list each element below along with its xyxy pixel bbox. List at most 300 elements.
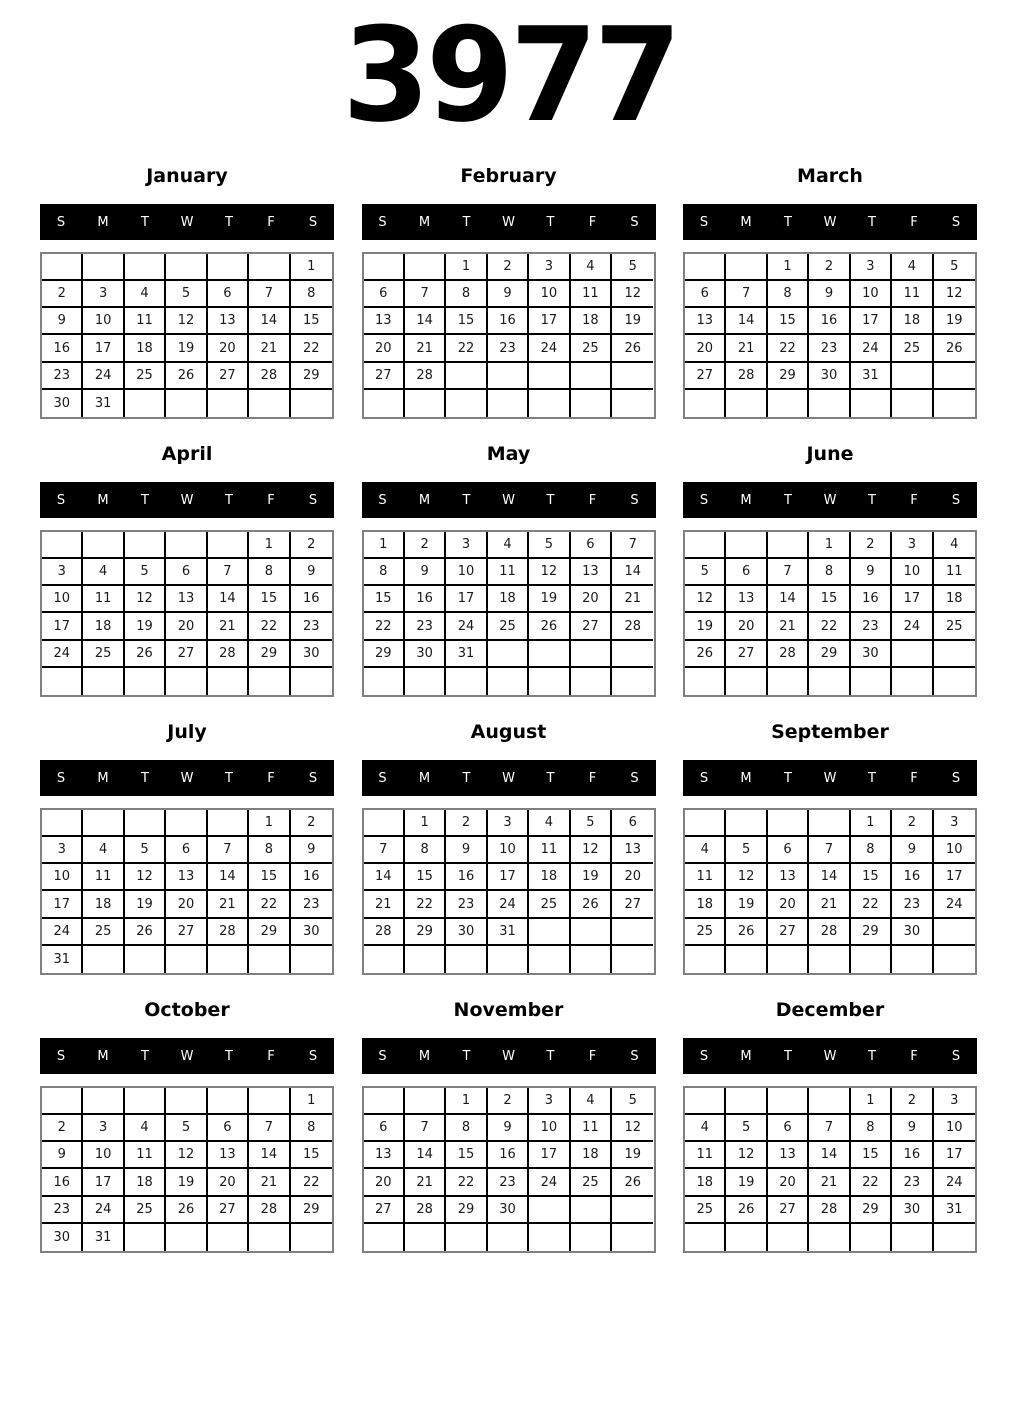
day-cell: 2 [291, 532, 332, 559]
day-cell: 17 [529, 1142, 570, 1169]
day-cell: 15 [249, 864, 290, 891]
day-cell: 8 [768, 281, 809, 308]
day-cell: 12 [166, 308, 207, 335]
day-cell-empty [249, 390, 290, 417]
weekday-label: T [462, 1048, 471, 1064]
day-cell: 24 [529, 335, 570, 362]
day-cell-empty [125, 946, 166, 973]
day-cell: 13 [768, 1142, 809, 1169]
day-cell-empty [529, 390, 570, 417]
day-cell: 21 [249, 335, 290, 362]
day-cell: 16 [488, 1142, 529, 1169]
weekday-label: F [267, 492, 275, 508]
day-cell: 29 [249, 919, 290, 946]
day-cell: 9 [488, 281, 529, 308]
month-block [362, 721, 656, 975]
weekday-label: M [418, 214, 431, 230]
weekday-header-bar [362, 482, 656, 518]
day-cell: 8 [405, 837, 446, 864]
day-cell-empty [529, 363, 570, 390]
day-cell: 30 [42, 390, 83, 417]
day-cell: 5 [571, 810, 612, 837]
day-cell-empty [612, 363, 653, 390]
day-cell: 6 [768, 1115, 809, 1142]
day-cell: 20 [364, 1169, 405, 1196]
day-cell: 5 [685, 559, 726, 586]
day-cell: 8 [291, 281, 332, 308]
day-cell: 4 [934, 532, 975, 559]
day-cell: 3 [83, 281, 124, 308]
weekday-label: F [910, 492, 918, 508]
day-cell: 7 [405, 1115, 446, 1142]
day-cell: 17 [934, 864, 975, 891]
day-cell: 7 [809, 1115, 850, 1142]
day-cell-empty [726, 1224, 767, 1251]
day-cell: 21 [809, 1169, 850, 1196]
day-cell-empty [726, 668, 767, 695]
day-cell-empty [685, 668, 726, 695]
weekday-header-bar [40, 760, 334, 796]
day-cell-empty [446, 1224, 487, 1251]
weekday-label: M [97, 1048, 109, 1064]
day-cell: 20 [166, 891, 207, 918]
day-cell-empty [42, 254, 83, 281]
day-cell: 29 [249, 641, 290, 668]
month-block [683, 999, 977, 1253]
day-cell: 18 [83, 613, 124, 640]
day-cell: 1 [851, 810, 892, 837]
day-cell: 24 [934, 891, 975, 918]
day-cell-empty [166, 532, 207, 559]
day-cell: 9 [291, 837, 332, 864]
day-cell: 28 [405, 1197, 446, 1224]
day-cell: 10 [892, 559, 933, 586]
weekday-label: T [462, 492, 471, 508]
day-cell: 19 [726, 1169, 767, 1196]
weekday-header-bar [40, 1038, 334, 1074]
day-cell: 28 [364, 919, 405, 946]
weekday-header-bar [683, 482, 977, 518]
weekday-label: S [630, 1048, 639, 1064]
day-cell-empty [529, 1197, 570, 1224]
day-cell-empty [83, 532, 124, 559]
day-cell: 19 [166, 1169, 207, 1196]
day-cell: 3 [488, 810, 529, 837]
day-cell-empty [612, 1197, 653, 1224]
day-cell-empty [612, 390, 653, 417]
day-cell: 30 [405, 641, 446, 668]
weekday-label: S [951, 770, 961, 786]
day-cell: 17 [83, 335, 124, 362]
day-cell-empty [166, 810, 207, 837]
day-cell-empty [291, 946, 332, 973]
day-cell: 4 [571, 1088, 612, 1115]
day-cell: 31 [934, 1197, 975, 1224]
day-cell: 2 [809, 254, 850, 281]
day-cell: 1 [249, 810, 290, 837]
day-cell: 22 [405, 891, 446, 918]
day-cell-empty [934, 919, 975, 946]
day-cell-empty [768, 1088, 809, 1115]
day-cell: 15 [446, 308, 487, 335]
day-cell-empty [529, 668, 570, 695]
day-cell-empty [166, 946, 207, 973]
month-block [362, 443, 656, 697]
day-cell: 15 [851, 1142, 892, 1169]
day-cell: 2 [892, 1088, 933, 1115]
weekday-label: S [951, 214, 961, 230]
weekday-label: W [823, 214, 837, 230]
day-cell: 26 [529, 613, 570, 640]
day-grid [362, 808, 656, 975]
day-cell: 26 [612, 335, 653, 362]
day-cell: 11 [934, 559, 975, 586]
day-cell: 10 [488, 837, 529, 864]
day-cell: 14 [405, 1142, 446, 1169]
day-cell: 26 [612, 1169, 653, 1196]
day-cell-empty [364, 1088, 405, 1115]
day-cell: 3 [83, 1115, 124, 1142]
month-block [40, 721, 334, 975]
weekday-label: S [308, 770, 318, 786]
weekday-label: S [378, 1048, 387, 1064]
day-cell: 19 [612, 1142, 653, 1169]
weekday-label: F [588, 214, 597, 230]
day-cell: 18 [125, 1169, 166, 1196]
day-cell: 6 [612, 810, 653, 837]
day-cell: 11 [488, 559, 529, 586]
day-cell: 14 [809, 864, 850, 891]
weekday-label: W [823, 770, 837, 786]
day-cell: 8 [446, 281, 487, 308]
day-cell: 14 [364, 864, 405, 891]
day-cell: 29 [291, 1197, 332, 1224]
day-cell: 8 [446, 1115, 487, 1142]
day-cell: 9 [446, 837, 487, 864]
day-cell: 18 [685, 1169, 726, 1196]
day-cell-empty [249, 668, 290, 695]
day-cell-empty [892, 946, 933, 973]
day-cell-empty [405, 390, 446, 417]
day-cell: 12 [125, 586, 166, 613]
day-cell: 12 [529, 559, 570, 586]
day-cell-empty [612, 641, 653, 668]
month-title: January [146, 165, 228, 187]
day-cell: 19 [612, 308, 653, 335]
day-cell: 15 [809, 586, 850, 613]
day-cell: 21 [249, 1169, 290, 1196]
day-cell: 18 [529, 864, 570, 891]
day-cell: 28 [809, 919, 850, 946]
day-cell: 12 [612, 1115, 653, 1142]
day-cell: 4 [125, 281, 166, 308]
day-cell: 14 [208, 864, 249, 891]
weekday-label: T [784, 214, 792, 230]
day-cell: 9 [851, 559, 892, 586]
day-cell: 28 [208, 919, 249, 946]
day-cell: 2 [291, 810, 332, 837]
day-cell: 13 [685, 308, 726, 335]
day-cell: 7 [405, 281, 446, 308]
weekday-label: T [141, 1048, 149, 1064]
day-cell-empty [612, 946, 653, 973]
day-cell: 29 [364, 641, 405, 668]
day-cell: 22 [249, 891, 290, 918]
day-cell: 10 [934, 837, 975, 864]
day-cell: 18 [125, 335, 166, 362]
day-cell: 23 [291, 891, 332, 918]
day-cell: 28 [726, 363, 767, 390]
day-cell: 4 [685, 1115, 726, 1142]
weekday-label: S [630, 492, 639, 508]
day-cell: 11 [571, 281, 612, 308]
day-cell: 22 [291, 1169, 332, 1196]
month-title: September [771, 721, 889, 743]
day-cell-empty [208, 810, 249, 837]
weekday-label: T [141, 770, 149, 786]
weekday-label: S [699, 1048, 709, 1064]
weekday-header-bar [40, 204, 334, 240]
day-cell-empty [488, 1224, 529, 1251]
day-cell: 29 [405, 919, 446, 946]
weekday-label: F [267, 1048, 275, 1064]
day-cell: 1 [291, 1088, 332, 1115]
day-cell: 18 [571, 308, 612, 335]
day-cell: 25 [125, 363, 166, 390]
day-cell: 2 [892, 810, 933, 837]
day-cell: 14 [768, 586, 809, 613]
day-cell: 15 [768, 308, 809, 335]
day-cell: 4 [685, 837, 726, 864]
day-cell-empty [768, 810, 809, 837]
day-cell: 27 [208, 1197, 249, 1224]
day-cell-empty [208, 1088, 249, 1115]
day-cell: 13 [768, 864, 809, 891]
weekday-label: M [97, 770, 109, 786]
day-cell: 27 [364, 363, 405, 390]
month-title: August [470, 721, 547, 743]
month-title: February [460, 165, 557, 187]
day-cell: 21 [405, 335, 446, 362]
day-cell: 17 [488, 864, 529, 891]
day-cell-empty [726, 810, 767, 837]
day-cell: 31 [851, 363, 892, 390]
day-cell: 9 [42, 308, 83, 335]
day-cell: 16 [892, 864, 933, 891]
year-title: 3977 [342, 0, 678, 151]
day-cell: 20 [612, 864, 653, 891]
day-cell-empty [809, 1088, 850, 1115]
weekday-label: S [308, 1048, 318, 1064]
day-cell: 17 [934, 1142, 975, 1169]
day-cell: 30 [809, 363, 850, 390]
day-cell: 19 [726, 891, 767, 918]
day-cell: 25 [685, 919, 726, 946]
day-cell-empty [42, 668, 83, 695]
day-cell: 17 [446, 586, 487, 613]
day-cell: 23 [446, 891, 487, 918]
day-cell-empty [208, 390, 249, 417]
day-cell: 16 [892, 1142, 933, 1169]
day-cell: 6 [364, 1115, 405, 1142]
day-cell-empty [768, 1224, 809, 1251]
day-cell: 6 [166, 837, 207, 864]
weekday-label: M [740, 1048, 752, 1064]
weekday-label: W [180, 770, 194, 786]
day-grid [40, 530, 334, 697]
weekday-label: T [868, 492, 876, 508]
weekday-header-bar [683, 1038, 977, 1074]
day-cell: 24 [529, 1169, 570, 1196]
day-cell: 13 [726, 586, 767, 613]
day-cell-empty [208, 668, 249, 695]
day-cell: 27 [612, 891, 653, 918]
day-cell-empty [488, 390, 529, 417]
day-cell: 6 [208, 281, 249, 308]
day-cell: 20 [208, 335, 249, 362]
day-cell: 24 [83, 363, 124, 390]
day-cell: 10 [83, 1142, 124, 1169]
day-cell: 20 [364, 335, 405, 362]
day-cell: 4 [488, 532, 529, 559]
day-cell: 12 [726, 1142, 767, 1169]
day-cell: 3 [42, 837, 83, 864]
day-cell: 12 [612, 281, 653, 308]
day-cell: 10 [83, 308, 124, 335]
weekday-label: T [868, 770, 876, 786]
weekday-label: F [588, 770, 597, 786]
weekday-label: F [267, 770, 275, 786]
weekday-label: W [502, 770, 515, 786]
day-cell: 23 [291, 613, 332, 640]
weekday-label: S [951, 1048, 961, 1064]
day-cell-empty [364, 946, 405, 973]
day-cell: 27 [166, 641, 207, 668]
month-title: June [806, 443, 854, 465]
weekday-label: W [823, 492, 837, 508]
day-cell: 10 [446, 559, 487, 586]
day-cell: 1 [364, 532, 405, 559]
weekday-label: T [225, 492, 233, 508]
day-cell: 13 [612, 837, 653, 864]
weekday-label: W [180, 492, 194, 508]
weekday-label: M [418, 770, 431, 786]
day-cell: 1 [851, 1088, 892, 1115]
day-cell: 22 [768, 335, 809, 362]
day-cell: 27 [364, 1197, 405, 1224]
day-cell: 25 [125, 1197, 166, 1224]
day-cell: 31 [42, 946, 83, 973]
day-cell: 22 [446, 335, 487, 362]
day-cell: 2 [488, 1088, 529, 1115]
weekday-label: S [378, 214, 387, 230]
day-cell: 22 [851, 891, 892, 918]
day-cell-empty [125, 1088, 166, 1115]
weekday-label: S [630, 770, 639, 786]
day-cell-empty [612, 919, 653, 946]
day-cell: 11 [529, 837, 570, 864]
day-cell: 23 [809, 335, 850, 362]
day-cell: 13 [208, 308, 249, 335]
weekday-label: W [823, 1048, 837, 1064]
month-title: December [775, 999, 885, 1021]
day-cell-empty [291, 1224, 332, 1251]
day-cell-empty [768, 668, 809, 695]
day-cell: 27 [768, 1197, 809, 1224]
day-cell: 29 [851, 1197, 892, 1224]
day-cell-empty [364, 1224, 405, 1251]
day-cell-empty [83, 254, 124, 281]
day-cell: 13 [166, 864, 207, 891]
day-cell: 7 [612, 532, 653, 559]
day-cell-empty [612, 668, 653, 695]
day-cell-empty [726, 532, 767, 559]
day-cell: 15 [851, 864, 892, 891]
day-cell-empty [529, 919, 570, 946]
day-cell-empty [934, 390, 975, 417]
day-cell-empty [42, 810, 83, 837]
weekday-label: T [784, 492, 792, 508]
day-cell: 4 [125, 1115, 166, 1142]
weekday-label: W [180, 1048, 194, 1064]
day-cell: 10 [851, 281, 892, 308]
day-cell: 13 [364, 1142, 405, 1169]
day-cell: 9 [405, 559, 446, 586]
day-cell-empty [291, 668, 332, 695]
day-cell: 24 [851, 335, 892, 362]
day-cell: 5 [726, 837, 767, 864]
day-cell: 16 [446, 864, 487, 891]
month-title: April [161, 443, 213, 465]
day-cell-empty [851, 668, 892, 695]
day-cell-empty [529, 641, 570, 668]
day-cell: 11 [892, 281, 933, 308]
weekday-label: T [141, 214, 149, 230]
weekday-label: M [740, 492, 752, 508]
day-cell: 3 [851, 254, 892, 281]
day-cell: 25 [892, 335, 933, 362]
weekday-label: F [267, 214, 275, 230]
day-cell: 19 [166, 335, 207, 362]
day-cell: 16 [291, 586, 332, 613]
day-grid [40, 1086, 334, 1253]
day-cell-empty [726, 254, 767, 281]
weekday-label: M [97, 214, 109, 230]
weekday-label: S [56, 214, 66, 230]
day-cell: 23 [42, 363, 83, 390]
day-cell: 1 [446, 1088, 487, 1115]
day-cell: 21 [768, 613, 809, 640]
day-cell: 24 [446, 613, 487, 640]
day-cell: 19 [934, 308, 975, 335]
month-block [362, 999, 656, 1253]
day-cell: 8 [809, 559, 850, 586]
weekday-label: T [462, 770, 471, 786]
day-cell-empty [892, 363, 933, 390]
day-cell: 1 [405, 810, 446, 837]
day-cell-empty [809, 810, 850, 837]
day-cell-empty [166, 668, 207, 695]
day-cell: 30 [42, 1224, 83, 1251]
day-cell: 12 [685, 586, 726, 613]
month-block [683, 721, 977, 975]
day-cell: 14 [612, 559, 653, 586]
day-cell: 2 [446, 810, 487, 837]
day-cell-empty [166, 1088, 207, 1115]
day-cell: 18 [488, 586, 529, 613]
day-cell: 16 [42, 335, 83, 362]
day-cell: 6 [726, 559, 767, 586]
